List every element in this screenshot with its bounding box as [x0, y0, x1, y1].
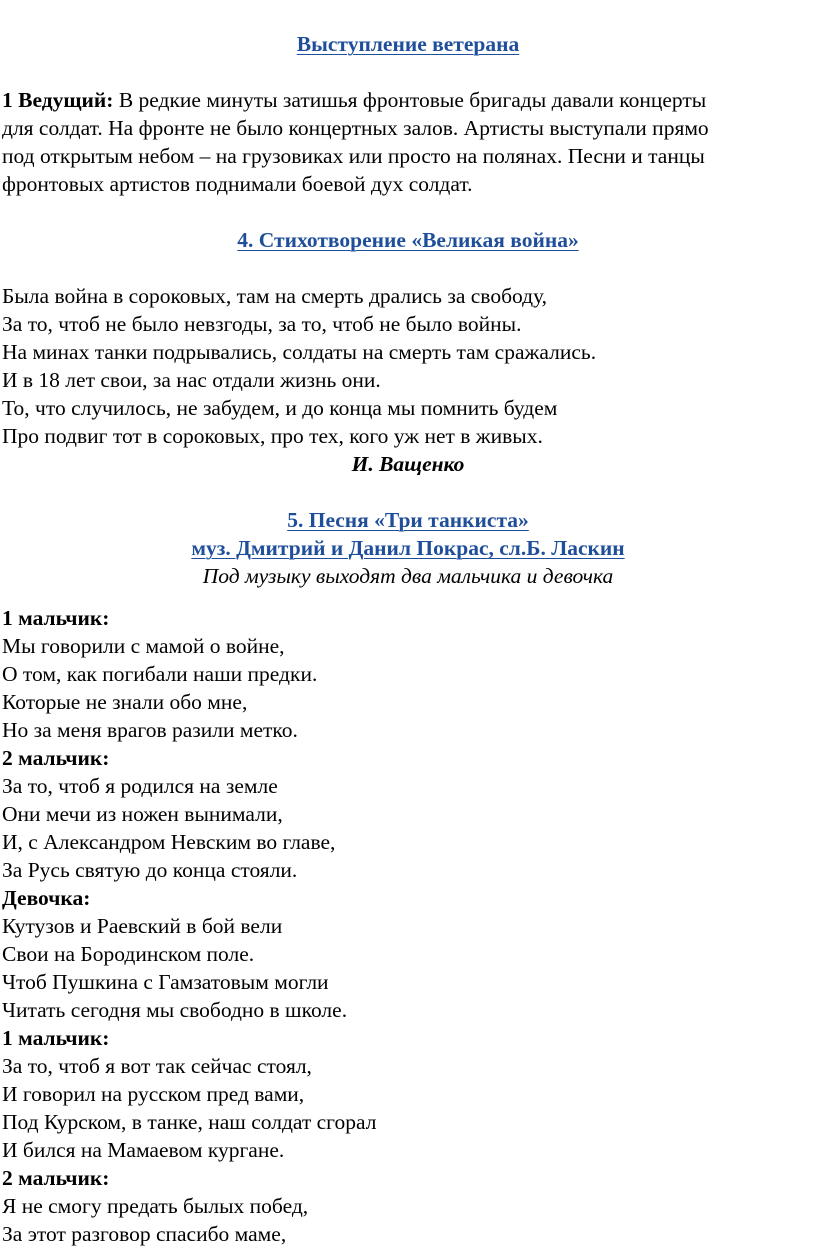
verse-line: Они мечи из ножен вынимали, — [2, 802, 283, 826]
stage-note: Под музыку выходят два мальчика и девочка — [202, 564, 614, 588]
poem-line: То, что случилось, не забудем, и до конца мы помнить будем — [2, 396, 558, 420]
poem-author: И. Ващенко — [351, 452, 465, 476]
poem-line: И в 18 лет свои, за нас отдали жизнь они. — [2, 368, 381, 392]
poem-line: Была война в сороковых, там на смерть дрались за свободу, — [2, 284, 548, 308]
verse-line: О том, как погибали наши предки. — [2, 662, 318, 686]
song-credits: муз. Дмитрий и Данил Покрас, сл.Б. Ласкин — [191, 536, 625, 560]
host-paragraph-line — [2, 86, 706, 114]
verse-line: Кутузов и Раевский в бой вели — [2, 914, 283, 938]
speaker-label: 2 мальчик: — [2, 746, 110, 770]
verse-line: Я не смогу предать былых побед, — [2, 1194, 309, 1218]
poem-heading: 4. Стихотворение «Великая война» — [237, 228, 579, 252]
speaker-label: 2 мальчик: — [2, 1166, 110, 1190]
page-title: Выступление ветерана — [296, 32, 520, 56]
verse-line: Которые не знали обо мне, — [2, 690, 248, 714]
verse-line: Читать сегодня мы свободно в школе. — [2, 998, 348, 1022]
verse-line: За то, чтоб я вот так сейчас стоял, — [2, 1054, 312, 1078]
verse-line: Свои на Бородинском поле. — [2, 942, 255, 966]
poem-line: На минах танки подрывались, солдаты на смерть там сражались. — [2, 340, 597, 364]
verse-line: И говорил на русском пред вами, — [2, 1082, 305, 1106]
verse-line: И бился на Мамаевом кургане. — [2, 1138, 285, 1162]
poem-line: Про подвиг тот в сороковых, про тех, кого уж нет в живых. — [2, 424, 543, 448]
host-paragraph-line: фронтовых артистов поднимали боевой дух солдат. — [2, 172, 473, 196]
verse-line: Но за меня врагов разили метко. — [2, 718, 298, 742]
verse-line: За то, чтоб я родился на земле — [2, 774, 278, 798]
song-heading: 5. Песня «Три танкиста» — [287, 508, 529, 532]
poem-line: За то, чтоб не было невзгоды, за то, чтоб не было войны. — [2, 312, 522, 336]
verse-line: За Русь святую до конца стояли. — [2, 858, 298, 882]
host-paragraph-line: под открытым небом – на грузовиках или просто на полянах. Песни и танцы — [2, 144, 705, 168]
host-label: 1 Ведущий: — [2, 88, 114, 112]
verse-line: За этот разговор спасибо маме, — [2, 1222, 287, 1246]
verse-line: Под Курском, в танке, наш солдат сгорал — [2, 1110, 377, 1134]
verse-line: Чтоб Пушкина с Гамзатовым могли — [2, 970, 329, 994]
host-text: В редкие минуты затишья фронтовые бригады давали концерты — [113, 88, 707, 112]
speaker-label: 1 мальчик: — [2, 1026, 110, 1050]
verse-line: Мы говорили с мамой о войне, — [2, 634, 285, 658]
verse-line: И, с Александром Невским во главе, — [2, 830, 336, 854]
host-paragraph-line: для солдат. На фронте не было концертных залов. Артисты выступали прямо — [2, 116, 709, 140]
speaker-label: 1 мальчик: — [2, 606, 110, 630]
speaker-label: Девочка: — [2, 886, 91, 910]
